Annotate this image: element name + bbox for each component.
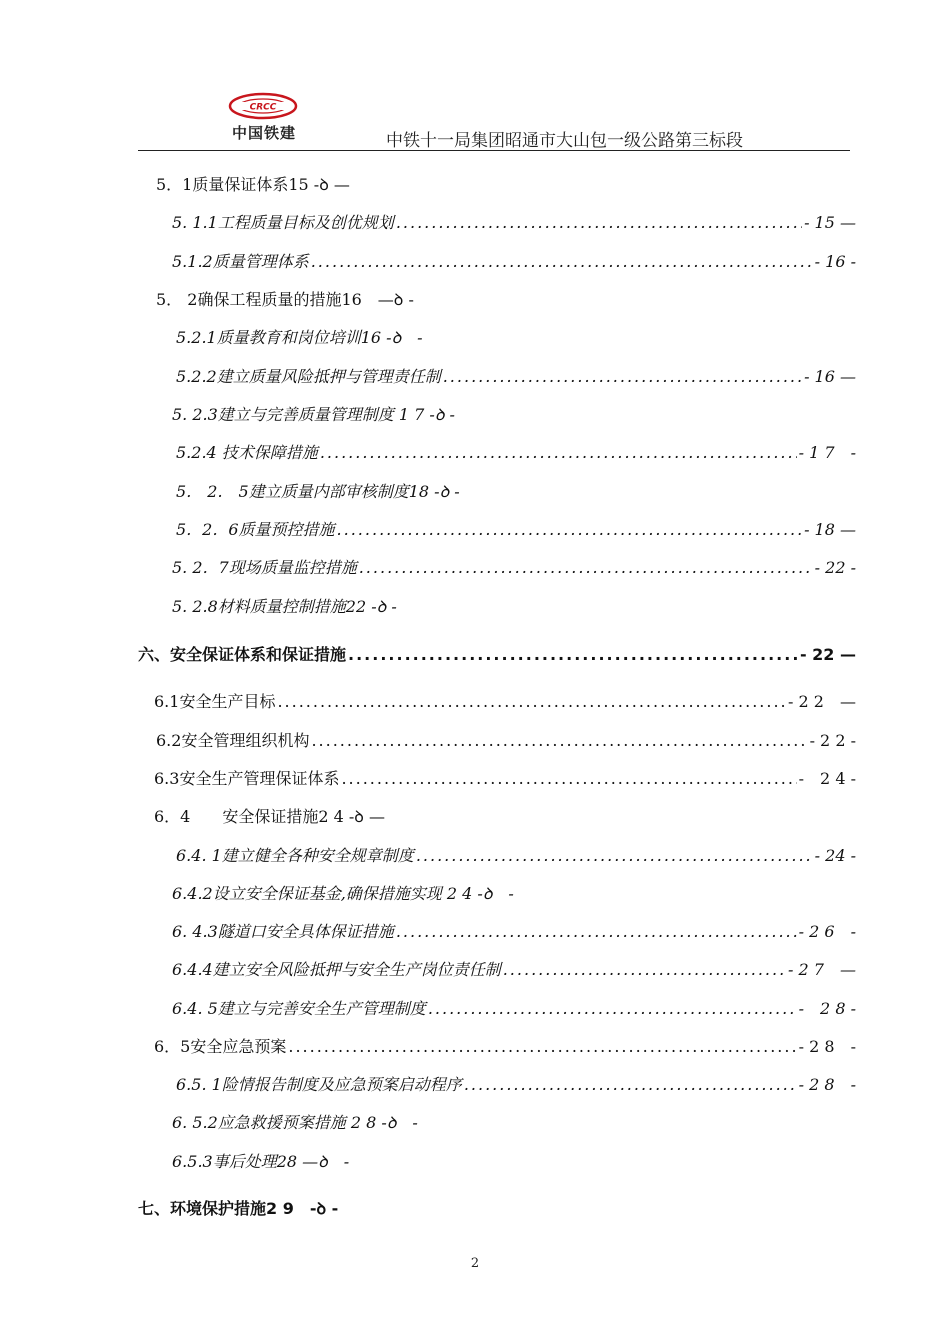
toc-leader-dots <box>288 1035 796 1059</box>
toc-entry[interactable] <box>176 844 856 868</box>
toc-page-ref: - 1 7 - <box>798 443 856 462</box>
toc-entry-label: 6.1安全生产目标 <box>154 692 276 711</box>
toc-entry-label: 6.3安全生产管理保证体系 <box>154 769 340 788</box>
toc-entry[interactable] <box>172 556 856 580</box>
toc-entry[interactable] <box>172 882 514 906</box>
toc-leader-dots <box>416 844 813 868</box>
toc-entry-label: 6.4. 5建立与完善安全生产管理制度 <box>172 999 426 1018</box>
toc-entry-label: 5． 2. 5建立质量内部审核制度18 -ꝺ - <box>176 482 460 501</box>
toc-chapter-entry[interactable] <box>138 643 856 667</box>
crcc-logo <box>214 92 314 144</box>
toc-page-ref: - 16 - <box>814 252 856 271</box>
toc-entry-label: 六、安全保证体系和保证措施 <box>138 645 347 664</box>
toc-entry[interactable] <box>172 403 455 427</box>
toc-entry-label: 6．4 安全保证措施2 4 -ꝺ — <box>154 807 385 826</box>
toc-entry[interactable] <box>172 250 856 274</box>
toc-entry[interactable] <box>176 441 856 465</box>
toc-entry-label: 5.1.2质量管理体系 <box>172 252 309 271</box>
toc-leader-dots <box>311 250 813 274</box>
toc-entry-label: 5．2．6质量预控措施 <box>176 520 335 539</box>
toc-page-ref: - 2 6 - <box>798 922 856 941</box>
toc-page-ref: - 2 8 - <box>798 1037 856 1056</box>
toc-page-ref: - 24 - <box>814 846 856 865</box>
toc-chapter-entry[interactable] <box>138 1197 338 1221</box>
toc-entry-label: 5．1质量保证体系15 -ꝺ — <box>156 175 350 194</box>
toc-entry[interactable] <box>172 1150 349 1174</box>
toc-page-ref: - 15 — <box>804 213 856 232</box>
toc-entry[interactable] <box>154 690 856 714</box>
toc-leader-dots <box>396 920 797 944</box>
toc-leader-dots <box>337 518 803 542</box>
toc-leader-dots <box>443 365 802 389</box>
toc-entry[interactable] <box>176 1073 856 1097</box>
toc-entry[interactable] <box>154 805 385 829</box>
toc-entry[interactable] <box>156 173 350 197</box>
toc-entry[interactable] <box>154 767 856 791</box>
header-title: 中铁十一局集团昭通市大山包一级公路第三标段 <box>386 131 743 151</box>
toc-entry-label: 6.4.2设立安全保证基金,确保措施实现 2 4 -ꝺ - <box>172 884 514 903</box>
toc-entry[interactable] <box>172 997 856 1021</box>
toc-entry-label: 5. 2.3建立与完善质量管理制度 1 7 -ꝺ - <box>172 405 455 424</box>
toc-entry-label: 5. 2．7现场质量监控措施 <box>172 558 357 577</box>
toc-page-ref: - 16 — <box>804 367 856 386</box>
toc-leader-dots <box>396 211 802 235</box>
toc-entry[interactable] <box>172 211 856 235</box>
toc-page-ref: - 2 7 — <box>788 960 856 979</box>
toc-entry-label: 5. 1.1工程质量目标及创优规划 <box>172 213 394 232</box>
toc-leader-dots <box>348 643 798 667</box>
toc-entry-label: 5． 2确保工程质量的措施16 —ꝺ - <box>156 290 414 309</box>
toc-entry[interactable] <box>176 518 856 542</box>
toc-entry-label: 6.5.3事后处理28 —ꝺ - <box>172 1152 350 1171</box>
toc-page-ref: - 2 8 - <box>798 1075 856 1094</box>
toc-page-ref: - 2 8 - <box>798 999 856 1018</box>
toc-leader-dots <box>464 1073 797 1097</box>
toc-entry[interactable] <box>176 326 423 350</box>
toc-entry[interactable] <box>172 920 856 944</box>
toc-entry[interactable] <box>176 480 460 504</box>
toc-entry-label: 6.2安全管理组织机构 <box>156 731 310 750</box>
toc-entry[interactable] <box>156 729 856 753</box>
header-divider <box>138 150 850 151</box>
toc-page-ref: - 2 4 - <box>798 769 856 788</box>
toc-entry[interactable] <box>172 595 397 619</box>
toc-entry[interactable] <box>172 1111 418 1135</box>
page-number: 2 <box>470 1256 480 1271</box>
toc-leader-dots <box>320 441 797 465</box>
toc-page-ref: - 2 2 — <box>788 692 856 711</box>
toc-entry-label: 5.2.1质量教育和岗位培训16 -ꝺ - <box>176 328 423 347</box>
toc-page-ref: - 2 2 - <box>809 731 856 750</box>
toc-leader-dots <box>311 729 807 753</box>
toc-leader-dots <box>503 958 786 982</box>
toc-entry[interactable] <box>156 288 414 312</box>
toc-leader-dots <box>341 767 796 791</box>
toc-page-ref: - 22 - <box>814 558 856 577</box>
logo-mark-text: CRCC <box>249 102 277 113</box>
toc-entry-label: 6. 5.2应急救援预案措施 2 8 -ꝺ - <box>172 1113 418 1132</box>
toc-entry-label: 6．5安全应急预案 <box>154 1037 287 1056</box>
toc-entry-label: 5. 2.8材料质量控制措施22 -ꝺ - <box>172 597 397 616</box>
toc-entry-label: 6.4. 1建立健全各种安全规章制度 <box>176 846 414 865</box>
toc-entry[interactable] <box>154 1035 856 1059</box>
toc-entry-label: 6. 4.3隧道口安全具体保证措施 <box>172 922 394 941</box>
toc-entry[interactable] <box>172 958 856 982</box>
toc-entry-label: 6.5. 1险情报告制度及应急预案启动程序 <box>176 1075 462 1094</box>
toc-entry[interactable] <box>176 365 856 389</box>
logo-text: 中国铁建 <box>231 124 296 142</box>
toc-entry-label: 5.2.2建立质量风险抵押与管理责任制 <box>176 367 441 386</box>
toc-leader-dots <box>277 690 786 714</box>
toc-page-ref: - 22 — <box>799 645 856 664</box>
crcc-logo-icon <box>228 92 298 120</box>
toc-entry-label: 6.4.4建立安全风险抵押与安全生产岗位责任制 <box>172 960 501 979</box>
toc-leader-dots <box>359 556 813 580</box>
toc-page-ref: - 18 — <box>804 520 856 539</box>
toc-leader-dots <box>428 997 797 1021</box>
page-header <box>138 92 850 152</box>
toc-entry-label: 5.2.4 技术保障措施 <box>176 443 318 462</box>
toc-entry-label: 七、环境保护措施2 9 -ꝺ - <box>138 1199 339 1218</box>
